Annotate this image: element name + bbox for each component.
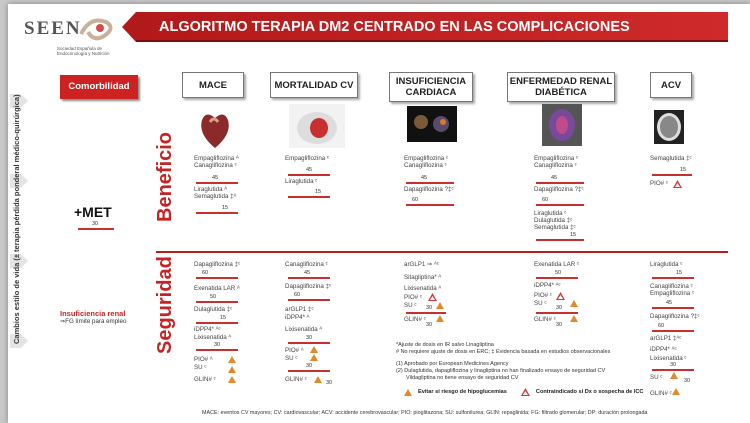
fg-threshold: 45 [666, 300, 673, 306]
fg-bar [406, 312, 446, 314]
fg-threshold: 15 [220, 315, 227, 321]
drug-label: GLIN# ᶜ [285, 376, 307, 383]
fg-threshold: 30 [306, 363, 313, 369]
drug-label: Exenatida LAR ᴬ [194, 285, 240, 292]
drug-label: Empagliflozina ᶜ [404, 155, 449, 162]
heart-image [196, 108, 234, 150]
echo-image [407, 106, 457, 142]
fg-bar [652, 330, 694, 332]
drug-label: Dapagliflozina ‡ᶜ [194, 261, 241, 268]
drug-label: Dapagliflozina ?‡ᶜ [650, 313, 700, 320]
comorbidity-label: Comorbilidad [60, 75, 138, 99]
hypoglycemia-warning-icon [310, 354, 318, 361]
col-ic: INSUFICIENCIA CARDIACA [389, 72, 473, 102]
hypoglycemia-warning-icon [672, 388, 680, 395]
drug-label: Lixisenatida ᴬ [285, 326, 323, 333]
drug-label: Empagliflozina ᴬ [194, 155, 239, 162]
drug-label: Dulaglutida ‡ᶜ [194, 306, 233, 313]
hypoglycemia-warning-icon [404, 389, 412, 396]
drug-label: Liraglutida ᶜ [534, 210, 567, 217]
hypoglycemia-warning-icon [670, 372, 678, 379]
drug-label: SU ᶜ [650, 374, 663, 381]
fg-bar [536, 312, 578, 314]
fg-threshold: 15 [315, 189, 322, 195]
fg-bar [196, 322, 238, 324]
note-line: (2) Dulaglutida, dapagliflozina y linagliptina no han finalizado ensayo de seguridad CV [396, 368, 606, 374]
drug-label: Exenatida LAR ᶜ [534, 261, 580, 268]
note-line: Vildagliptina no tiene ensayo de seguridad CV [406, 375, 519, 381]
fg-threshold: 15 [570, 232, 577, 238]
fg-bar [536, 239, 584, 241]
heart-xray-image [289, 104, 345, 148]
renal-subtitle: ⇒FG límite para empleo [60, 318, 127, 325]
fg-bar [196, 349, 238, 351]
drug-label: Canagliflozina ᶜ [650, 283, 693, 290]
drug-label: GLIN# ᶜ [404, 316, 426, 323]
fg-threshold: 30 [326, 380, 333, 386]
fg-threshold: 30 [556, 322, 563, 328]
contraindicated-icon [556, 292, 565, 300]
drug-label: PIO# ᶜ [404, 294, 423, 301]
fg-threshold: 60 [658, 323, 665, 329]
brain-ct-image [654, 110, 684, 144]
drug-label: Empagliflozina ᶜ [534, 155, 579, 162]
fg-threshold: 45 [212, 175, 219, 181]
renal-insufficiency [60, 309, 126, 325]
drug-label: Dapagliflozina ‡ᶜ [285, 283, 332, 290]
drug-label: Dapagliflozina ?‡ᶜ [404, 186, 454, 193]
legend-contra-text: Contraindicado si Dx o sospecha de ICC [535, 389, 644, 395]
col-acv: ACV [650, 72, 692, 98]
fg-threshold: 60 [412, 197, 419, 203]
fg-bar [196, 182, 238, 184]
drug-label: arGLP1 ‡ᶜ [285, 306, 314, 313]
hypoglycemia-warning-icon [436, 315, 444, 322]
drug-label: Liraglutida ᶜ [650, 261, 683, 268]
fg-bar [288, 299, 330, 301]
safety-label: Seguridad [154, 256, 176, 354]
hypoglycemia-warning-icon [314, 376, 322, 383]
drug-label: PIO# ᴬ [194, 356, 213, 363]
drug-label: Lixisenatida ᴬ [404, 285, 442, 292]
note-line: # No requiere ajuste de dosis en ERC; ‡ Evidencia basada en estudios observacionales [396, 349, 611, 355]
contraindicated-icon [428, 293, 437, 301]
drug-label: SU ᶜ [285, 355, 298, 362]
fg-bar [406, 182, 454, 184]
drug-label: Liraglutida ᴬ [194, 186, 228, 193]
drug-label: Semaglutida ‡ᶜ [650, 155, 692, 162]
drug-label: Liraglutida ᶜ [285, 178, 318, 185]
drug-label: GLIN# ᶜ [194, 376, 216, 383]
met-bar [78, 228, 114, 230]
fg-threshold: 15 [680, 167, 687, 173]
drug-label: GLIN# ᶜ [534, 316, 556, 323]
drug-label: SU ᶜ [194, 364, 207, 371]
fg-threshold: 30 [426, 305, 433, 311]
drug-label: Canagliflozina ᶜ [285, 261, 328, 268]
met-label: +MET [74, 204, 112, 220]
slide [8, 4, 750, 423]
drug-label: SU ᶜ [534, 300, 547, 307]
fg-threshold: 50 [210, 294, 217, 300]
col-mortalidad: MORTALIDAD CV [270, 72, 358, 98]
drug-label: iDPP4* ᴬᶜ [650, 346, 677, 353]
fg-threshold: 30 [670, 362, 677, 368]
fg-threshold: 45 [551, 175, 558, 181]
met-number: 30 [92, 221, 99, 227]
note-line: (1) Aprobado por European Medicines Agency [396, 361, 509, 367]
drug-label: iDPP4* ᴬ [285, 314, 310, 321]
hypoglycemia-warning-icon [228, 356, 236, 363]
fg-threshold: 60 [542, 197, 549, 203]
hypoglycemia-warning-icon [570, 315, 578, 322]
fg-threshold: 45 [304, 270, 311, 276]
drug-label: Semaglutida ‡ᴬ [194, 193, 237, 200]
seen-logo [24, 18, 110, 56]
fg-bar [196, 277, 238, 279]
drug-label: PIO# ᶜ [534, 292, 553, 299]
fg-bar [536, 277, 578, 279]
fg-bar [652, 369, 694, 371]
fg-bar [196, 212, 238, 214]
benefit-label: Beneficio [154, 131, 176, 222]
hypoglycemia-warning-icon [310, 346, 318, 353]
drug-label: SU ᶜ [404, 302, 417, 309]
fg-threshold: 30 [214, 342, 221, 348]
hypoglycemia-warning-icon [228, 366, 236, 373]
drug-label: Dapagliflozina ?‡ᶜ [534, 186, 584, 193]
page-title: ALGORITMO TERAPIA DM2 CENTRADO EN LAS COMPLICACIONES [159, 19, 630, 35]
fg-threshold: 30 [306, 335, 313, 341]
fg-bar [652, 174, 692, 176]
fg-bar [406, 204, 454, 206]
drug-label: arGLP1 ⇒ ᴬᶜ [404, 261, 439, 268]
drug-label: PIO# ᴬ [285, 347, 304, 354]
logo-subtitle: Sociedad Española de Endocrinología y Nutrición [57, 46, 110, 56]
drug-label: iDPP4* ᴬᶜ [534, 282, 561, 289]
footer-abbreviations: MACE: eventos CV mayores; CV: cardiovascular; ACV: accidente cerebrovascular; PIO: pioglitazona; SU: sulfonilurea; GLIN: repaglinida; FG: filtrado glomerular; DP: duración prolongada [202, 410, 648, 416]
fg-threshold: 15 [676, 270, 683, 276]
col-renal: ENFERMEDAD RENAL DIABÉTICA [507, 72, 615, 102]
drug-label: Sitagliptina* ᴬ [404, 274, 442, 281]
drug-label: Empagliflozina ᶜ [650, 290, 695, 297]
fg-bar [288, 370, 330, 372]
fg-threshold: 45 [421, 175, 428, 181]
drug-label: Canagliflozina ᶜ [404, 162, 447, 169]
fg-threshold: 30 [556, 305, 563, 311]
notes-block [396, 342, 610, 382]
drug-label: Empagliflozina ᶜ [285, 155, 330, 162]
fg-threshold: 30 [684, 378, 691, 384]
fg-threshold: 30 [426, 322, 433, 328]
drug-label: arGLP1 ‡ᴬᶜ [650, 335, 682, 342]
fg-bar [288, 174, 330, 176]
legend-warn-text: Evitar si riesgo de hipoglucemias [418, 389, 507, 395]
col-mace: MACE [182, 72, 244, 98]
drug-label: Lixisenatida ᶜ [650, 355, 687, 362]
fg-threshold: 45 [306, 167, 313, 173]
fg-threshold: 60 [294, 292, 301, 298]
drug-label: Canagliflozina ᶜ [194, 162, 237, 169]
hypoglycemia-warning-icon [436, 302, 444, 309]
drug-label: Semaglutida ‡ᶜ [534, 224, 576, 231]
drug-label: Canagliflozina ᶜ [534, 162, 577, 169]
drug-label: Lixisenatida ᴬ [194, 334, 232, 341]
fg-bar [652, 307, 694, 309]
contraindicated-icon [673, 180, 682, 188]
fg-bar [288, 196, 330, 198]
fg-bar [536, 182, 584, 184]
fg-threshold: 50 [555, 270, 562, 276]
kidney-image [542, 104, 582, 146]
drug-label: GLIN# ᶜ [650, 390, 672, 397]
drug-label: PIO# ᶜ [650, 180, 669, 187]
hypoglycemia-warning-icon [570, 300, 578, 307]
hypoglycemia-warning-icon [228, 376, 236, 383]
logo-swirl-icon [76, 14, 116, 44]
fg-bar [288, 342, 330, 344]
drug-label: Dulaglutida ‡ᶜ [534, 217, 573, 224]
lifestyle-label: Cambios estilo de vida (± terapia pérdida ponderal médico-quirúrgica) [12, 94, 21, 344]
title-banner [136, 12, 728, 42]
fg-bar [196, 301, 238, 303]
logo-text: SEEN [24, 18, 82, 39]
contraindicated-icon [521, 388, 530, 396]
fg-bar [652, 277, 694, 279]
fg-bar [288, 277, 330, 279]
legend [404, 388, 643, 396]
fg-threshold: 60 [202, 270, 209, 276]
fg-bar [536, 204, 584, 206]
fg-threshold: 15 [222, 205, 229, 211]
section-divider [156, 251, 728, 253]
renal-title: Insuficiencia renal [60, 309, 126, 318]
note-line: *Ajuste de dosis en IR salvo Linagliptina [396, 342, 494, 348]
drug-label: iDPP4* ᴬᶜ [194, 326, 221, 333]
